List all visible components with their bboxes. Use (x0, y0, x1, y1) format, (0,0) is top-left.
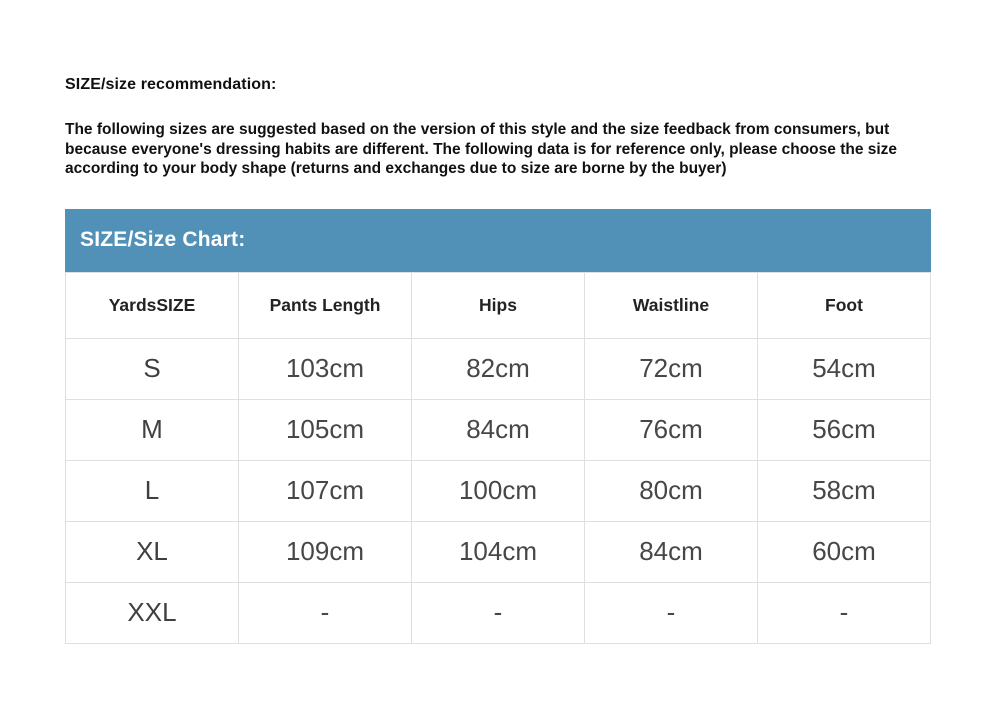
value-cell-hips: 82cm (412, 338, 585, 399)
value-cell-pants-length: 105cm (239, 399, 412, 460)
page-title: SIZE/size recommendation: (65, 76, 277, 93)
size-chart-title: SIZE/Size Chart: (80, 228, 246, 251)
value-cell-pants-length: 109cm (239, 521, 412, 582)
table-row-xxl (66, 582, 931, 643)
size-cell: S (66, 338, 239, 399)
size-disclaimer-text: The following sizes are suggested based on the version of this style and the size feedback from consumers, but because everyone's dressing habits are different. The following data is for reference only, please choose the size according to your body shape (returns and exchanges due to size are borne by the buyer) (65, 121, 898, 177)
value-cell-hips: 104cm (412, 521, 585, 582)
value-cell-hips: 100cm (412, 460, 585, 521)
size-cell: XL (66, 521, 239, 582)
value-cell-waistline: 80cm (585, 460, 758, 521)
table-row-m (66, 399, 931, 460)
size-chart-table (65, 272, 931, 644)
value-cell-pants-length: 103cm (239, 338, 412, 399)
size-chart-titlebar (65, 209, 931, 272)
value-cell-foot: 58cm (758, 460, 931, 521)
table-row-xl (66, 521, 931, 582)
column-header-pants-length: Pants Length (239, 272, 412, 338)
value-cell-foot: 56cm (758, 399, 931, 460)
table-row-l (66, 460, 931, 521)
value-cell-foot: - (758, 582, 931, 643)
column-header-hips: Hips (412, 272, 585, 338)
value-cell-foot: 60cm (758, 521, 931, 582)
value-cell-hips: - (412, 582, 585, 643)
size-cell: L (66, 460, 239, 521)
table-header-row (66, 272, 931, 338)
table-row-s (66, 338, 931, 399)
size-cell: M (66, 399, 239, 460)
value-cell-hips: 84cm (412, 399, 585, 460)
value-cell-waistline: 76cm (585, 399, 758, 460)
column-header-yards-size: YardsSIZE (66, 272, 239, 338)
size-chart-section (65, 209, 931, 644)
value-cell-waistline: 84cm (585, 521, 758, 582)
column-header-foot: Foot (758, 272, 931, 338)
size-cell: XXL (66, 582, 239, 643)
value-cell-pants-length: - (239, 582, 412, 643)
column-header-waistline: Waistline (585, 272, 758, 338)
value-cell-pants-length: 107cm (239, 460, 412, 521)
value-cell-waistline: 72cm (585, 338, 758, 399)
value-cell-waistline: - (585, 582, 758, 643)
value-cell-foot: 54cm (758, 338, 931, 399)
